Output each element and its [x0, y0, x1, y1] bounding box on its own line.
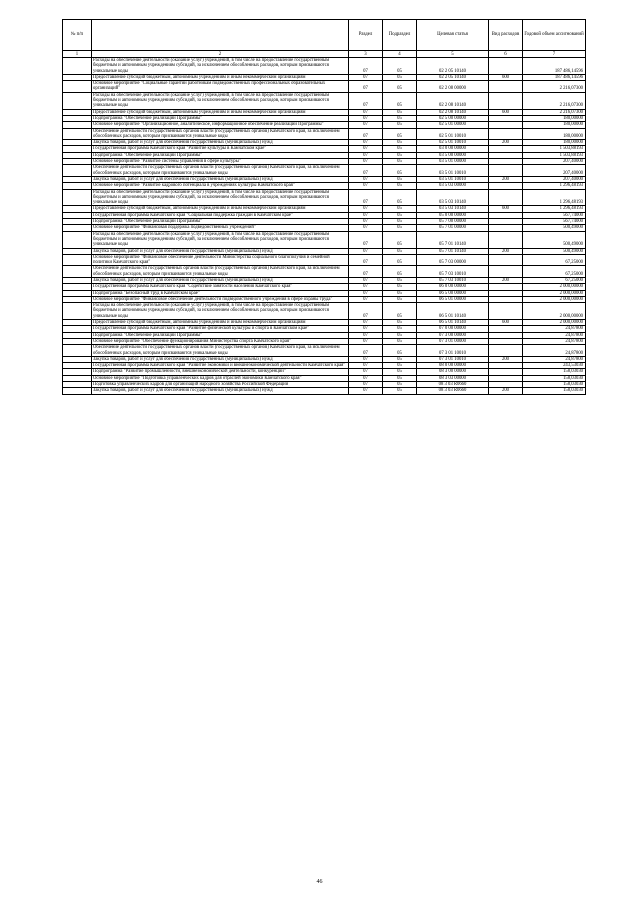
row-target-article-cell: 02 2 05 10140	[417, 74, 489, 80]
page-number: 46	[316, 879, 323, 885]
row-subsection-cell: 05	[383, 74, 417, 80]
row-target-article-cell: 07 3 01 10010	[417, 356, 489, 362]
row-name-cell: Подпрограмма "Обеспечение реализации Программы"	[92, 219, 349, 225]
table-row	[63, 128, 586, 140]
row-expense-type-cell: 600	[489, 320, 523, 326]
row-target-article-cell: 06 5 01 10140	[417, 303, 489, 320]
row-name-cell: Подготовка управленческих кадров для организаций народного хозяйства Российской Федерации	[92, 382, 349, 388]
row-expense-type-cell	[489, 81, 523, 93]
row-subsection-cell: 05	[383, 225, 417, 231]
row-amount-cell: 500,49000	[523, 231, 586, 248]
row-subsection-cell: 05	[383, 146, 417, 152]
row-number-cell	[63, 254, 92, 266]
row-section-cell: 07	[349, 266, 383, 278]
row-section-cell: 07	[349, 231, 383, 248]
budget-sheet	[62, 19, 585, 395]
row-amount-cell: 180,00000	[523, 122, 586, 128]
row-target-article-cell: 03 5 03 10140	[417, 189, 489, 206]
row-expense-type-cell: 200	[489, 248, 523, 254]
row-amount-cell: 187 486,14596	[523, 58, 586, 75]
row-section-cell: 07	[349, 109, 383, 115]
row-target-article-cell: 05 7 01 00000	[417, 225, 489, 231]
row-section-cell: 07	[349, 338, 383, 344]
row-section-cell: 07	[349, 345, 383, 357]
table-row	[63, 165, 586, 177]
row-subsection-cell: 05	[383, 296, 417, 302]
row-name-cell: Закупка товаров, работ и услуг для обеспечения государственных (муниципальных) нужд	[92, 176, 349, 182]
row-subsection-cell: 05	[383, 109, 417, 115]
row-number-cell	[63, 303, 92, 320]
row-subsection-cell: 05	[383, 332, 417, 338]
row-amount-cell: 1 503,88193	[523, 152, 586, 158]
table-row	[63, 254, 586, 266]
row-subsection-cell: 05	[383, 159, 417, 165]
row-section-cell: 07	[349, 146, 383, 152]
row-target-article-cell: 03 5 00 00000	[417, 152, 489, 158]
row-amount-cell: 2 216,07300	[523, 92, 586, 109]
row-amount-cell: 207,40000	[523, 159, 586, 165]
row-section-cell: 07	[349, 248, 383, 254]
row-amount-cell: 67,25000	[523, 277, 586, 283]
row-subsection-cell: 05	[383, 382, 417, 388]
row-amount-cell: 1 296,48193	[523, 206, 586, 212]
row-subsection-cell: 05	[383, 128, 417, 140]
table-row	[63, 303, 586, 320]
row-amount-cell: 2 216,07300	[523, 109, 586, 115]
column-number: 7	[523, 51, 586, 58]
row-amount-cell: 180,00000	[523, 128, 586, 140]
row-target-article-cell: 02 2 05 10140	[417, 58, 489, 75]
row-target-article-cell: 05 7 03 10010	[417, 266, 489, 278]
row-name-cell: Предоставление субсидий бюджетным, автономным учреждениям и иным некоммерческим организациям	[92, 109, 349, 115]
row-target-article-cell: 03 0 00 00000	[417, 146, 489, 152]
row-amount-cell: 2 000,00000	[523, 320, 586, 326]
row-name-cell: Подпрограмма "Безопасный труд в Камчатском крае"	[92, 290, 349, 296]
row-subsection-cell: 05	[383, 183, 417, 189]
row-section-cell: 07	[349, 296, 383, 302]
row-amount-cell: 158,03030	[523, 369, 586, 375]
row-name-cell: Государственная программа Камчатского края "Содействие занятости населения Камчатского края"	[92, 284, 349, 290]
row-amount-cell: 1 296,48193	[523, 183, 586, 189]
row-section-cell: 07	[349, 375, 383, 381]
row-name-cell: Расходы на обеспечение деятельности (оказание услуг) учреждений, в том числе на предоставление государственным бюджетным и автономным учреждениям субсидий, за исключением обособленных расходов, которым присваиваются уникальные коды	[92, 92, 349, 109]
row-target-article-cell: 02 2 08 00000	[417, 81, 489, 93]
row-section-cell: 07	[349, 74, 383, 80]
row-subsection-cell: 05	[383, 248, 417, 254]
row-subsection-cell: 05	[383, 140, 417, 146]
row-subsection-cell: 05	[383, 189, 417, 206]
row-expense-type-cell: 200	[489, 356, 523, 362]
row-expense-type-cell	[489, 303, 523, 320]
row-section-cell: 07	[349, 122, 383, 128]
row-subsection-cell: 05	[383, 58, 417, 75]
row-number-cell	[63, 165, 92, 177]
row-number-cell	[63, 231, 92, 248]
row-expense-type-cell	[489, 92, 523, 109]
row-subsection-cell: 05	[383, 356, 417, 362]
row-expense-type-cell	[489, 254, 523, 266]
row-section-cell: 07	[349, 277, 383, 283]
row-section-cell: 07	[349, 290, 383, 296]
row-name-cell: Основное мероприятие "Развитие системы управления в сфере культуры"	[92, 159, 349, 165]
row-subsection-cell: 05	[383, 363, 417, 369]
row-subsection-cell: 05	[383, 92, 417, 109]
row-target-article-cell: 06 5 00 00000	[417, 290, 489, 296]
row-expense-type-cell	[489, 165, 523, 177]
row-number-cell	[63, 266, 92, 278]
header-num: № п/п	[63, 20, 92, 51]
row-section-cell: 07	[349, 356, 383, 362]
row-section-cell: 07	[349, 115, 383, 121]
row-section-cell: 07	[349, 320, 383, 326]
column-number-row	[63, 51, 586, 58]
row-name-cell: Обеспечение деятельности государственных органов власти (государственных органов) Камчатского края, за исключением обособленных расходов, которым присваиваются уникальные коды	[92, 165, 349, 177]
row-target-article-cell: 05 7 01 10140	[417, 248, 489, 254]
row-amount-cell: 2 000,00000	[523, 290, 586, 296]
table-header-row	[63, 20, 586, 51]
row-number-cell	[63, 189, 92, 206]
table-body	[63, 58, 586, 395]
row-name-cell: Основное мероприятие "Подготовка управленческих кадров для отраслей экономики Камчатского края"	[92, 375, 349, 381]
row-target-article-cell: 08 3 03 R0660	[417, 382, 489, 388]
row-target-article-cell: 02 5 01 10010	[417, 140, 489, 146]
column-number: 5	[417, 51, 489, 58]
row-section-cell: 07	[349, 176, 383, 182]
header-subsection: Подраздел	[383, 20, 417, 51]
row-subsection-cell: 05	[383, 303, 417, 320]
row-section-cell: 07	[349, 152, 383, 158]
row-number-cell	[63, 58, 92, 75]
row-subsection-cell: 05	[383, 320, 417, 326]
row-section-cell: 07	[349, 254, 383, 266]
row-amount-cell: 24,87800	[523, 338, 586, 344]
row-target-article-cell: 02 5 01 10010	[417, 128, 489, 140]
row-amount-cell: 158,03030	[523, 388, 586, 394]
row-amount-cell: 243,53030	[523, 363, 586, 369]
row-name-cell: Основное мероприятие "Обеспечение функционирования Министерства спорта Камчатского края"	[92, 338, 349, 344]
row-name-cell: Подпрограмма "Обеспечение реализации Программы"	[92, 152, 349, 158]
row-name-cell: Основное мероприятие "Организационное, аналитическое, информационное обеспечение реализации Программы"	[92, 122, 349, 128]
column-number: 2	[92, 51, 349, 58]
row-amount-cell: 2 216,07300	[523, 81, 586, 93]
row-target-article-cell: 07 3 01 00000	[417, 338, 489, 344]
header-name	[92, 20, 349, 51]
row-section-cell: 07	[349, 128, 383, 140]
row-amount-cell: 500,49000	[523, 225, 586, 231]
row-amount-cell: 2 000,00000	[523, 284, 586, 290]
row-section-cell: 07	[349, 332, 383, 338]
header-annual-amount: Годовой объем ассигнований	[523, 20, 586, 51]
row-subsection-cell: 05	[383, 388, 417, 394]
row-section-cell: 07	[349, 212, 383, 218]
row-name-cell: Основное мероприятие "Финансовое обеспечение деятельности подведомственного учреждения в сфере охраны труда"	[92, 296, 349, 302]
budget-table	[62, 19, 586, 395]
row-section-cell: 07	[349, 206, 383, 212]
header-target-article: Целевая статья	[417, 20, 489, 51]
row-expense-type-cell: 600	[489, 74, 523, 80]
table-row	[63, 345, 586, 357]
row-name-cell: Закупка товаров, работ и услуг для обеспечения государственных (муниципальных) нужд	[92, 140, 349, 146]
row-name-cell: Закупка товаров, работ и услуг для обеспечения государственных (муниципальных) нужд	[92, 248, 349, 254]
row-section-cell: 07	[349, 369, 383, 375]
row-name-cell: Закупка товаров, работ и услуг для обеспечения государственных (муниципальных) нужд	[92, 356, 349, 362]
row-amount-cell: 158,03030	[523, 375, 586, 381]
row-subsection-cell: 05	[383, 369, 417, 375]
row-subsection-cell: 05	[383, 206, 417, 212]
row-subsection-cell: 05	[383, 345, 417, 357]
row-section-cell: 07	[349, 58, 383, 75]
row-expense-type-cell: 600	[489, 109, 523, 115]
row-name-cell: Государственная программа Камчатского края "Развитие экономики и внешнеэкономической деятельности Камчатского края"	[92, 363, 349, 369]
row-name-cell: Государственная программа Камчатского края "Развитие физической культуры и спорта в Камчатском крае"	[92, 326, 349, 332]
row-expense-type-cell: 200	[489, 277, 523, 283]
row-amount-cell: 180,00000	[523, 140, 586, 146]
row-name-cell: Расходы на обеспечение деятельности (оказание услуг) учреждений, в том числе на предоставление государственным бюджетным и автономным учреждениям субсидий, за исключением обособленных расходов, которым присваиваются уникальные коды	[92, 189, 349, 206]
row-name-cell: Подпрограмма "Обеспечение реализации Программы"	[92, 115, 349, 121]
row-amount-cell: 158,03030	[523, 382, 586, 388]
row-target-article-cell: 03 5 01 00000	[417, 159, 489, 165]
row-target-article-cell: 05 0 00 00000	[417, 212, 489, 218]
header-section: Раздел	[349, 20, 383, 51]
row-name-cell: Государственная программа Камчатского края "Социальная поддержка граждан в Камчатском крае"	[92, 212, 349, 218]
row-amount-cell: 24,87800	[523, 332, 586, 338]
table-row	[63, 189, 586, 206]
row-amount-cell: 2 000,00000	[523, 303, 586, 320]
row-target-article-cell: 03 5 03 10140	[417, 206, 489, 212]
row-section-cell: 07	[349, 303, 383, 320]
row-target-article-cell: 07 3 01 10010	[417, 345, 489, 357]
table-row	[63, 81, 586, 93]
row-target-article-cell: 03 5 03 00000	[417, 183, 489, 189]
row-number-cell	[63, 81, 92, 93]
row-number-cell	[63, 92, 92, 109]
row-name-cell: Основное мероприятие "Финансовое обеспечение деятельности Министерства социального благополучия и семейной политики Камчатского края"	[92, 254, 349, 266]
table-row	[63, 388, 586, 394]
row-subsection-cell: 05	[383, 81, 417, 93]
row-section-cell: 07	[349, 81, 383, 93]
row-section-cell: 07	[349, 225, 383, 231]
row-name-cell: Основное мероприятие "Социальные гарантии работникам подведомственных профессиональных образовательных организаций"	[92, 81, 349, 93]
row-subsection-cell: 05	[383, 326, 417, 332]
row-amount-cell: 24,87800	[523, 345, 586, 357]
row-name-cell: Основное мероприятие "Финансовая поддержка подведомственных учреждений"	[92, 225, 349, 231]
row-name-cell: Предоставление субсидий бюджетным, автономным учреждениям и иным некоммерческим организациям	[92, 206, 349, 212]
row-section-cell: 07	[349, 219, 383, 225]
row-amount-cell: 207,40000	[523, 176, 586, 182]
row-amount-cell: 24,87800	[523, 326, 586, 332]
row-subsection-cell: 05	[383, 254, 417, 266]
row-section-cell: 07	[349, 189, 383, 206]
row-name-cell: Подпрограмма "Обеспечение реализации Программы"	[92, 332, 349, 338]
row-name-cell: Обеспечение деятельности государственных органов власти (государственных органов) Камчатского края, за исключением обособленных расходов, которым присваиваются уникальные коды	[92, 128, 349, 140]
row-amount-cell: 500,49000	[523, 248, 586, 254]
row-amount-cell: 1 503,88193	[523, 146, 586, 152]
row-target-article-cell: 03 5 01 10010	[417, 176, 489, 182]
row-subsection-cell: 05	[383, 375, 417, 381]
row-name-cell: Государственная программа Камчатского края "Развитие культуры в Камчатском крае"	[92, 146, 349, 152]
row-subsection-cell: 05	[383, 115, 417, 121]
row-target-article-cell: 02 2 08 10140	[417, 92, 489, 109]
row-target-article-cell: 02 5 01 00000	[417, 122, 489, 128]
header-expense-type: Вид расходов	[489, 20, 523, 51]
row-target-article-cell: 02 5 00 00000	[417, 115, 489, 121]
row-target-article-cell: 08 3 00 00000	[417, 369, 489, 375]
row-amount-cell: 207,40000	[523, 165, 586, 177]
row-subsection-cell: 05	[383, 266, 417, 278]
row-target-article-cell: 05 7 00 00000	[417, 219, 489, 225]
row-section-cell: 07	[349, 382, 383, 388]
row-expense-type-cell	[489, 266, 523, 278]
row-number-cell	[63, 345, 92, 357]
row-expense-type-cell: 200	[489, 388, 523, 394]
table-row	[63, 266, 586, 278]
row-amount-cell: 180,00000	[523, 115, 586, 121]
row-name-cell: Обеспечение деятельности государственных органов власти (государственных органов) Камчатского края, за исключением обособленных расходов, которым присваиваются уникальные коды	[92, 345, 349, 357]
row-amount-cell: 67,25000	[523, 266, 586, 278]
row-number-cell	[63, 388, 92, 394]
row-target-article-cell: 08 3 03 R0660	[417, 388, 489, 394]
row-target-article-cell: 05 7 03 10010	[417, 277, 489, 283]
row-section-cell: 07	[349, 92, 383, 109]
column-number: 6	[489, 51, 523, 58]
row-name-cell: Расходы на обеспечение деятельности (оказание услуг) учреждений, в том числе на предоставление государственным бюджетным и автономным учреждениям субсидий, за исключением обособленных расходов, которым присваиваются уникальные коды	[92, 303, 349, 320]
row-name-cell: Закупка товаров, работ и услуг для обеспечения государственных (муниципальных) нужд	[92, 277, 349, 283]
row-expense-type-cell: 200	[489, 140, 523, 146]
row-section-cell: 07	[349, 183, 383, 189]
row-subsection-cell: 05	[383, 212, 417, 218]
row-target-article-cell: 05 7 03 00000	[417, 254, 489, 266]
row-number-cell	[63, 128, 92, 140]
row-amount-cell: 567,74000	[523, 212, 586, 218]
row-target-article-cell: 08 3 03 00000	[417, 375, 489, 381]
row-amount-cell: 1 296,48193	[523, 189, 586, 206]
row-section-cell: 07	[349, 284, 383, 290]
table-row	[63, 231, 586, 248]
row-section-cell: 07	[349, 388, 383, 394]
row-name-cell: Закупка товаров, работ и услуг для обеспечения государственных (муниципальных) нужд	[92, 388, 349, 394]
row-name-cell: Расходы на обеспечение деятельности (оказание услуг) учреждений, в том числе на предоставление государственным бюджетным и автономным учреждениям субсидий, за исключением обособленных расходов, которым присваиваются уникальные коды	[92, 231, 349, 248]
row-name-cell: Обеспечение деятельности государственных органов власти (государственных органов) Камчатского края, за исключением обособленных расходов, которым присваиваются уникальные коды	[92, 266, 349, 278]
row-section-cell: 07	[349, 159, 383, 165]
row-target-article-cell: 07 3 00 00000	[417, 332, 489, 338]
row-expense-type-cell: 600	[489, 206, 523, 212]
row-section-cell: 07	[349, 140, 383, 146]
row-subsection-cell: 05	[383, 176, 417, 182]
row-name-cell: Основное мероприятие "Развитие кадрового потенциала в учреждениях культуры Камчатского края"	[92, 183, 349, 189]
row-subsection-cell: 05	[383, 338, 417, 344]
row-amount-cell: 24,87800	[523, 356, 586, 362]
column-number: 4	[383, 51, 417, 58]
row-target-article-cell: 07 0 00 00000	[417, 326, 489, 332]
row-target-article-cell: 02 2 08 10140	[417, 109, 489, 115]
row-expense-type-cell	[489, 189, 523, 206]
row-subsection-cell: 05	[383, 277, 417, 283]
row-subsection-cell: 05	[383, 231, 417, 248]
row-target-article-cell: 05 7 01 10140	[417, 231, 489, 248]
row-expense-type-cell	[489, 231, 523, 248]
row-subsection-cell: 05	[383, 165, 417, 177]
row-target-article-cell: 08 0 00 00000	[417, 363, 489, 369]
row-expense-type-cell	[489, 345, 523, 357]
row-expense-type-cell	[489, 58, 523, 75]
row-subsection-cell: 05	[383, 284, 417, 290]
row-name-cell: Расходы на обеспечение деятельности (оказание услуг) учреждений, в том числе на предоставление государственным бюджетным и автономным учреждениям субсидий, за исключением обособленных расходов, которым присваиваются уникальные коды	[92, 58, 349, 75]
row-section-cell: 07	[349, 363, 383, 369]
row-target-article-cell: 03 5 01 10010	[417, 165, 489, 177]
row-section-cell: 07	[349, 326, 383, 332]
row-subsection-cell: 05	[383, 152, 417, 158]
row-target-article-cell: 06 0 00 00000	[417, 284, 489, 290]
row-target-article-cell: 06 5 01 10140	[417, 320, 489, 326]
row-expense-type-cell: 200	[489, 176, 523, 182]
row-subsection-cell: 05	[383, 219, 417, 225]
row-expense-type-cell	[489, 128, 523, 140]
row-subsection-cell: 05	[383, 290, 417, 296]
row-amount-cell: 567,74000	[523, 219, 586, 225]
row-amount-cell: 2 000,00000	[523, 296, 586, 302]
row-amount-cell: 187 486,14596	[523, 74, 586, 80]
row-name-cell: Предоставление субсидий бюджетным, автономным учреждениям и иным некоммерческим организациям	[92, 320, 349, 326]
row-target-article-cell: 06 5 01 00000	[417, 296, 489, 302]
table-row	[63, 58, 586, 75]
row-name-cell: Предоставление субсидий бюджетным, автономным учреждениям и иным некоммерческим организациям	[92, 74, 349, 80]
table-row	[63, 92, 586, 109]
row-name-cell: Подпрограмма "Развитие промышленности, внешнеэкономической деятельности, конкуренции"	[92, 369, 349, 375]
row-section-cell: 07	[349, 165, 383, 177]
column-number: 3	[349, 51, 383, 58]
row-amount-cell: 67,25000	[523, 254, 586, 266]
column-number: 1	[63, 51, 92, 58]
row-subsection-cell: 05	[383, 122, 417, 128]
